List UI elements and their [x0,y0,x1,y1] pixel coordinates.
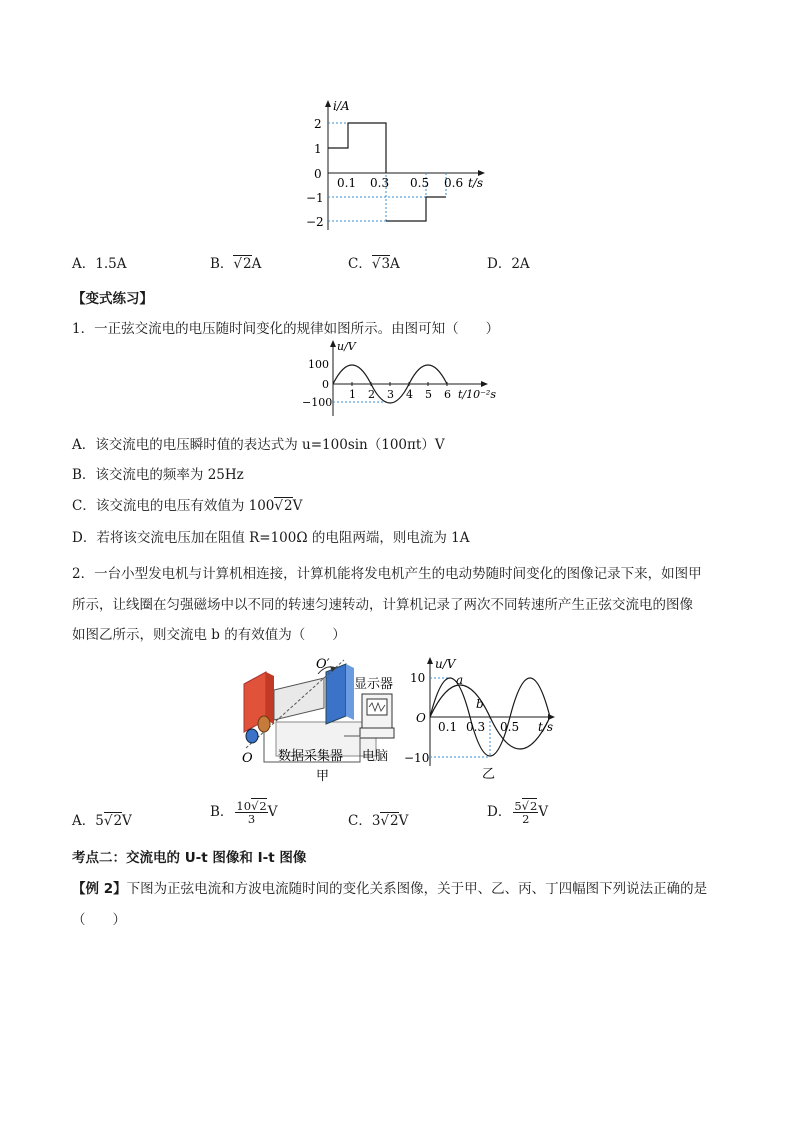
question-1-option-d[interactable]: D．若将该交流电压加在阻值 R=100Ω 的电阻两端，则电流为 1A [72,530,470,546]
x-tick: 0.3 [466,720,486,734]
unit: V [398,813,409,829]
option-d-prefix: D． [487,804,512,821]
numerator-coef: 5 [514,799,522,813]
sqrt-term: √ 2 [104,812,122,829]
x-tick: 0.5 [500,720,520,734]
example-2-line-2: （ ） [72,912,126,928]
y-tick: −1 [306,191,324,205]
denominator: 3 [247,812,256,827]
example-2-line-1 [72,877,707,897]
question-1-option-c[interactable] [72,494,302,514]
option-d[interactable]: D．2A [487,256,530,272]
x-tick: 4 [406,388,413,401]
x-tick: 3 [387,388,394,401]
option-a[interactable]: A．1.5A [72,256,127,272]
y-tick: 1 [314,142,322,156]
x-tick: 0.5 [410,176,430,190]
x-axis-label: t/10⁻²s [458,388,496,401]
question-1-stem: 1．一正弦交流电的电压随时间变化的规律如图所示。由图可知（ ） [72,321,500,337]
question-2-option-b[interactable] [210,800,277,825]
fraction [513,800,538,825]
numerator-coef: 10 [236,799,252,813]
option-a-prefix: A．5 [72,813,104,829]
x-tick: 0.1 [438,720,458,734]
unit: V [122,813,132,829]
question-2-option-d[interactable] [487,800,548,825]
y-tick: 0 [314,167,322,181]
origin-label: O [416,711,426,725]
two-sine-voltage-graph [400,654,560,782]
option-b[interactable] [210,252,261,272]
x-tick: 2 [368,388,375,401]
unit: A [390,256,400,272]
unit: V [538,804,549,821]
x-axis-label: t/s [538,720,554,734]
sqrt-term: √ 2 [233,255,251,272]
sqrt-term: √ 2 [522,798,538,813]
sine-voltage-graph [300,338,500,418]
x-tick: 1 [349,388,356,401]
y-tick: 100 [308,358,329,371]
unit: A [251,256,262,272]
x-tick: 6 [444,388,451,401]
question-2-stem-line-2: 所示，让线圈在匀强磁场中以不同的转速匀速转动，计算机记录了两次不同转速所产生正弦交流电的图像 [72,597,693,613]
unit: V [267,804,278,821]
sqrt-term: √ 3 [372,255,390,272]
option-c-prefix: C． [348,256,372,272]
x-tick: 0.1 [337,176,357,190]
y-tick: 10 [410,671,426,685]
sqrt-term: √ 2 [380,812,398,829]
curve-a-label: a [456,673,464,687]
denominator: 2 [522,812,530,827]
question-2-option-c[interactable] [348,809,408,829]
label-display: 显示器 [354,677,394,692]
y-tick: 2 [314,117,322,131]
x-tick: 5 [425,388,432,401]
option-b-prefix: B． [210,804,234,821]
option-c[interactable] [348,252,400,272]
label-o-prime: O′ [316,657,330,672]
question-1-option-a[interactable]: A．该交流电的电压瞬时值的表达式为 u=100sin（100πt）V [72,437,445,453]
question-1-option-b[interactable]: B．该交流电的频率为 25Hz [72,467,244,483]
x-tick: 0.3 [370,176,390,190]
y-tick: −100 [302,396,333,409]
example-2-tag: 【例 2】 [72,881,127,897]
y-tick: −10 [404,751,430,765]
y-axis-label: u/V [337,340,356,353]
option-c-prefix: C．3 [348,813,381,829]
topic-2-title: 考点二：交流电的 U-t 图像和 I-t 图像 [72,850,307,866]
example-2-text: 下图为正弦电流和方波电流随时间的变化关系图像，关于甲、乙、丙、丁四幅图下列说法正确的是 [126,881,708,897]
x-axis-label: t/s [468,176,484,190]
question-2-stem-line-1: 2．一台小型发电机与计算机相连接，计算机能将发电机产生的电动势随时间变化的图像记录下来，如图甲 [72,566,702,582]
y-axis-label: i/A [333,99,350,113]
caption-jia: 甲 [316,769,330,784]
unit: V [292,498,303,514]
label-collector: 数据采集器 [278,749,344,764]
y-axis-label: u/V [435,657,456,671]
x-tick: 0.6 [444,176,464,190]
sqrt-term: √ 2 [274,497,292,514]
y-tick: −2 [306,215,324,229]
label-computer: 电脑 [362,749,389,764]
question-2-stem-line-3: 如图乙所示，则交流电 b 的有效值为（ ） [72,627,346,643]
curve-b-label: b [476,697,484,711]
option-c-text: C．该交流电的电压有效值为 100 [72,498,275,514]
generator-apparatus-figure [236,650,406,785]
label-o: O [242,751,253,766]
sqrt-term: √ 2 [251,798,267,813]
fraction [235,800,267,825]
square-wave-current-graph [300,98,500,238]
y-tick: 0 [322,378,329,391]
option-b-prefix: B． [210,256,234,272]
caption-yi: 乙 [482,767,496,782]
question-2-option-a[interactable] [72,809,132,829]
section-title: 【变式练习】 [72,291,153,307]
